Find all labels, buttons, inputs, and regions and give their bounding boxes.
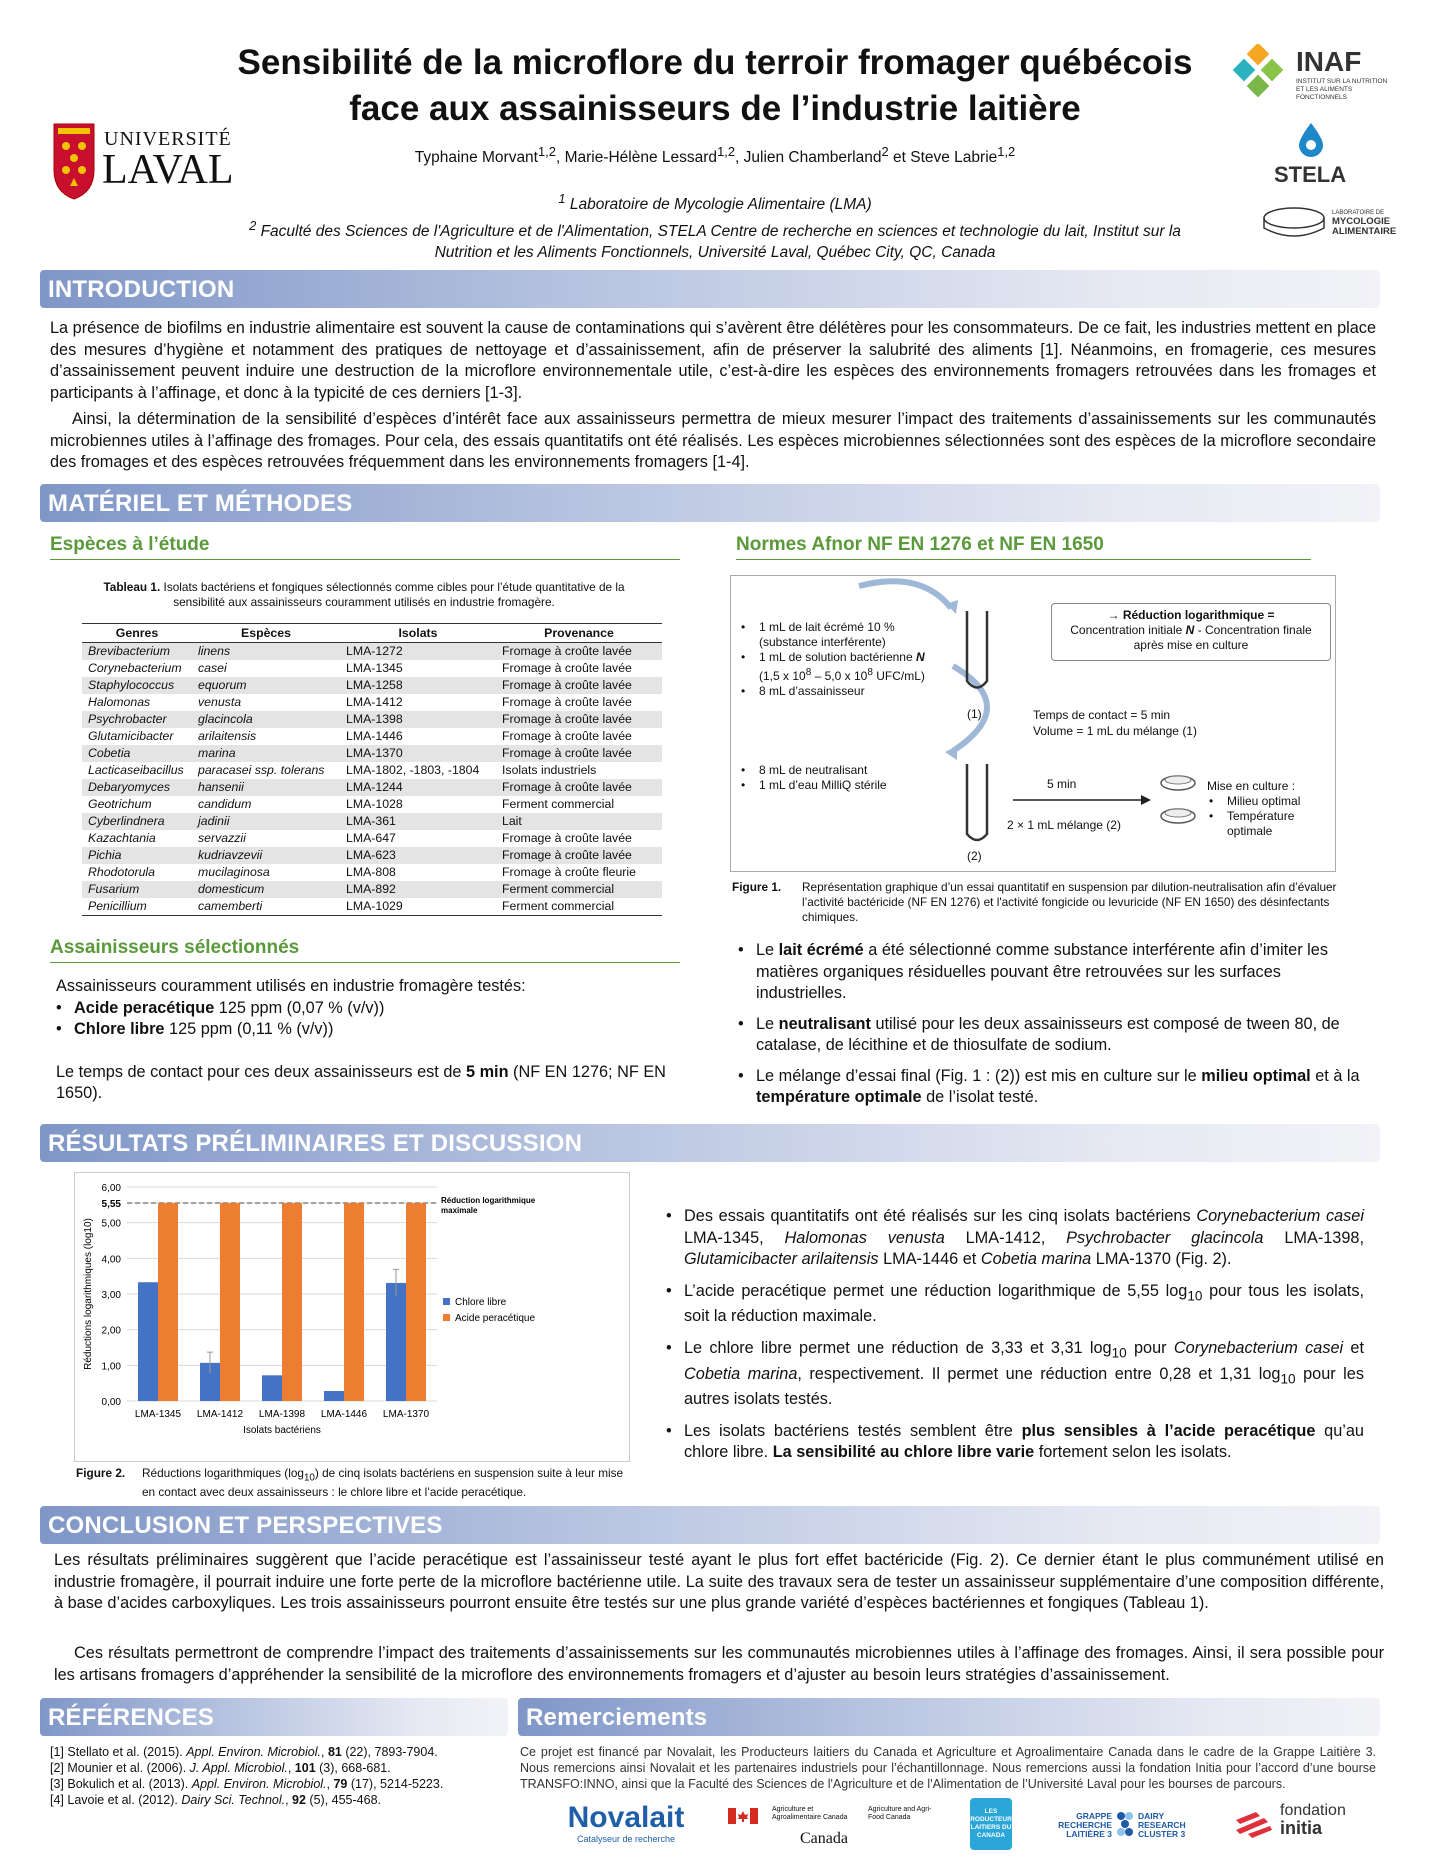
lma-logo	[1262, 204, 1412, 248]
drop-icon	[1296, 122, 1326, 158]
rb4a: Les isolats bactériens testés semblent être	[684, 1421, 1022, 1440]
reference-d: (17), 5214-5223.	[347, 1777, 444, 1791]
sanitizer-2-name: Chlore libre	[74, 1020, 165, 1038]
cell-espece: camemberti	[192, 898, 340, 916]
mb2c: utilisé pour les deux assainisseurs est composé de tween 80, de catalase, de lécithine et de thiosulfate de sodium.	[756, 1014, 1340, 1054]
reference-d: (3), 668-681.	[315, 1761, 391, 1775]
cell-espece: mucilaginosa	[198, 865, 270, 879]
cell-provenance: Ferment commercial	[496, 881, 662, 898]
references-list	[50, 1744, 510, 1808]
title-line-2: face aux assainisseurs de l’industrie laitière	[349, 89, 1081, 128]
cell-genre: Fusarium	[82, 881, 192, 898]
cell-provenance: Fromage à croûte lavée	[502, 695, 632, 709]
stela-logo	[1270, 122, 1350, 188]
methods-bullets	[738, 940, 1364, 1109]
reference-v: 101	[294, 1761, 316, 1775]
table-row	[82, 779, 662, 796]
table-header-isolats: Isolats	[340, 624, 496, 643]
reference-j: Dairy Sci. Technol.	[181, 1793, 286, 1807]
results-bullet-1: • Des essais quantitatifs ont été réalisés sur les cinq isolats bactériens Corynebacterium casei LMA-1345, Halomonas venusta LMA-1412, Psychrobacter glacincola LMA-1398, Glutamicibacter arilaitensis LMA-1446 et Cobetia marina LMA-1370 (Fig. 2).	[666, 1206, 1364, 1271]
bar-acide-peracetique	[406, 1203, 426, 1401]
cell-isolat: LMA-1446	[346, 729, 403, 743]
title-line-1: Sensibilité de la microflore du terroir fromager québécois	[237, 43, 1193, 82]
cell-isolat: LMA-1258	[340, 677, 496, 694]
cell-provenance: Fromage à croûte fleurie	[502, 865, 636, 879]
cell-genre: Cyberlindnera	[82, 813, 192, 830]
culture-conditions	[1207, 779, 1335, 839]
reference-d: (5), 455-468.	[305, 1793, 381, 1807]
box-line2-a: Concentration initiale	[1070, 623, 1186, 637]
grappe-text: GRAPPE RECHERCHE LAITIÈRE 3	[1058, 1811, 1112, 1839]
reference-item	[50, 1792, 510, 1808]
cell-isolat: LMA-1802, -1803, -1804	[346, 763, 480, 777]
laval-text-bottom: LAVAL	[102, 147, 234, 193]
y-tick-label: 3,00	[101, 1290, 121, 1301]
tube-1-label: (1)	[967, 707, 982, 721]
bar-acide-peracetique	[158, 1203, 178, 1401]
table-row	[82, 830, 662, 847]
reference-c: ,	[320, 1745, 328, 1759]
table-row	[82, 660, 662, 677]
canada-flag-icon	[728, 1808, 758, 1824]
rb4e: fortement selon les isolats.	[1034, 1443, 1232, 1462]
x-tick-label: LMA-1412	[196, 1409, 244, 1420]
cell-provenance: Ferment commercial	[496, 898, 662, 916]
novalait-logo	[556, 1802, 696, 1850]
table-row	[82, 813, 662, 830]
poster-title	[200, 40, 1230, 132]
cell-genre: Glutamicibacter	[88, 729, 174, 743]
cell-provenance: Fromage à croûte lavée	[502, 661, 632, 675]
tube2-contents	[741, 763, 951, 793]
mb2a: Le	[756, 1014, 779, 1033]
cell-provenance: Fromage à croûte lavée	[496, 711, 662, 728]
legend-label: Acide peracétique	[455, 1313, 536, 1324]
reference-a: [4] Lavoie et al. (2012).	[50, 1793, 182, 1807]
section-introduction: INTRODUCTION	[40, 270, 1380, 308]
cell-espece: servazzii	[198, 831, 246, 845]
table-caption	[84, 580, 644, 610]
section-acknowledgements: Remerciements	[518, 1698, 1380, 1736]
mb1a: Le	[756, 941, 779, 959]
cell-espece: kudriavzevii	[192, 847, 340, 864]
cell-isolat: LMA-1345	[346, 661, 403, 675]
bar-chlore-libre	[262, 1375, 282, 1401]
legend-swatch	[443, 1314, 450, 1321]
y-tick-label: 6,00	[101, 1183, 121, 1194]
table-header-row	[82, 624, 662, 643]
inaf-subtext: INSTITUT SUR LA NUTRITION ET LES ALIMENTS FONCTIONNELS	[1296, 78, 1388, 101]
contact-time-label: Temps de contact = 5 min	[1033, 708, 1171, 722]
cell-provenance: Fromage à croûte lavée	[502, 831, 632, 845]
cell-genre: Corynebacterium	[88, 661, 182, 675]
cell-genre: Pichia	[82, 847, 192, 864]
reference-v: 92	[292, 1793, 306, 1807]
table-row	[82, 864, 662, 881]
cell-isolat: LMA-1272	[340, 643, 496, 661]
intro-paragraph-2: Ainsi, la détermination de la sensibilité d’espèces d’intérêt face aux assainisseurs permettra de mieux mesurer l’impact des traitements d’assainissements sur les communautés microbiennes utiles à l’affinage des fromages. Pour cela, des essais quantitatifs ont été réalisés. Les espèces microbiennes sélectionnées sont des espèces de la microflore secondaire des fromages et des espèces retrouvées fréquemment dans les environnements fromagers [1-4].	[50, 410, 1376, 471]
culture-list	[1207, 794, 1335, 839]
cell-genre: Lacticaseibacillus	[88, 763, 184, 777]
table-header-genres: Genres	[82, 624, 192, 643]
bar-chlore-libre	[138, 1282, 158, 1401]
tube1-contents	[741, 620, 951, 699]
cell-genre: Brevibacterium	[82, 643, 192, 661]
table-caption-label: Tableau 1.	[103, 580, 161, 594]
table-row	[82, 898, 662, 916]
table-row	[82, 694, 662, 711]
reference-j: J. Appl. Microbiol.	[189, 1761, 288, 1775]
contact-conditions	[1033, 707, 1197, 739]
sanitizer-1-dose: 125 ppm (0,07 % (v/v))	[214, 998, 385, 1017]
contact-time-text	[56, 1062, 676, 1105]
cell-provenance: Fromage à croûte lavée	[496, 745, 662, 762]
initia-text-2: initia	[1280, 1818, 1323, 1838]
tube1-item-sanitizer: • 8 mL d’assainisseur	[741, 684, 951, 699]
legend-label: Chlore libre	[455, 1297, 507, 1308]
x-tick-label: LMA-1446	[320, 1409, 368, 1420]
contact-b: 5 min	[465, 1062, 509, 1081]
bar-acide-peracetique	[220, 1203, 240, 1401]
laval-text-top: UNIVERSITÉ	[104, 128, 232, 150]
conclusion-paragraph-1: Les résultats préliminaires suggèrent que l’acide peracétique est l’assainisseur testé ayant le plus fort effet bactéricide (Fig. 2). Ce dernier étant le plus communément utilisé en industrie fromagère, il pourrait induire une forte perte de la microflore bactérienne utile. La suite des travaux sera de tester un assainisseur supplémentaire d’une composition différente, à base d’acides carboxyliques. Les trois assainisseurs pourront ensuite être testés sur une plus grande variété d’espèces bactériennes et fongiques (Tableau 1).	[54, 1551, 1384, 1612]
reference-item	[50, 1744, 510, 1760]
lma-small-text: LABORATOIRE DE	[1332, 210, 1385, 216]
table-row	[82, 711, 662, 728]
results-bullet-4	[666, 1421, 1364, 1464]
cell-isolat: LMA-892	[340, 881, 496, 898]
cell-provenance: Isolats industriels	[502, 763, 597, 777]
cell-provenance: Lait	[496, 813, 662, 830]
cell-isolat: LMA-1412	[346, 695, 403, 709]
dairy-text: DAIRY RESEARCH CLUSTER 3	[1138, 1811, 1186, 1839]
reference-v: 81	[327, 1745, 342, 1759]
table-row	[82, 677, 662, 694]
figure-1-diagram	[730, 575, 1336, 872]
aac-english: Agriculture and Agri-Food Canada	[868, 1806, 932, 1821]
sanitizers-intro: Assainisseurs couramment utilisés en industrie fromagère testés:	[56, 977, 526, 995]
lma-text: MYCOLOGIE ALIMENTAIRE	[1332, 216, 1397, 237]
cell-espece: paracasei ssp. tolerans	[198, 763, 325, 777]
inaf-logo	[1232, 44, 1402, 112]
log-reduction-box	[1051, 603, 1331, 661]
section-conclusion: CONCLUSION ET PERSPECTIVES	[40, 1506, 1380, 1544]
figure-2-chart	[74, 1172, 630, 1462]
bar-acide-peracetique	[282, 1203, 302, 1401]
mb3e: de l’isolat testé.	[921, 1088, 1039, 1106]
tube1-bacteria-n: N	[916, 650, 925, 664]
cell-espece: jadinii	[192, 813, 340, 830]
table-row	[82, 762, 662, 779]
sanitizers-block	[56, 976, 676, 1105]
tube1-item-bacteria: • 1 mL de solution bactérienne N (1,5 x $10^8 - 5,0$ x $10^8$ UFC/mL)	[741, 650, 951, 684]
mb1c: a été sélectionné comme substance interférente afin d’imiter les matières organiques résiduelles pouvant être retrouvées sur les surfaces industrielles.	[756, 941, 1328, 1002]
cell-genre: Staphylococcus	[82, 677, 192, 694]
cell-genre: Rhodotorula	[88, 865, 155, 879]
x-axis-label: Isolats bactériens	[243, 1425, 321, 1436]
bar-acide-peracetique	[344, 1203, 364, 1401]
y-tick-label: 5,55	[101, 1199, 121, 1211]
table-row	[82, 847, 662, 864]
rb4d: La sensibilité au chlore libre varie	[772, 1443, 1035, 1462]
intro-paragraph-1: La présence de biofilms en industrie alimentaire est souvent la cause de contaminations qui s’avèrent être délétères pour les consommateurs. De ce fait, les industries mettent en place des mesures d’hygiène et notamment des pratiques de nettoyage et d’assainissement, afin de préserver la salubrité des aliments [1]. Néanmoins, en fromagerie, ces mesures d’assainissement peuvent induire une destruction de la microflore environnementale utile, c’est-à-dire les espèces des environnements fromagers retrouvées dans les fromages et participants à l’affinage, et donc à la typicité de ces derniers [1-3].	[50, 319, 1376, 402]
laval-shield-icon	[52, 122, 96, 200]
reference-a: [2] Mounier et al. (2006).	[50, 1761, 190, 1775]
table-header-especes: Espèces	[192, 624, 340, 643]
table-body	[82, 643, 662, 916]
reference-item	[50, 1760, 510, 1776]
y-tick-label: 5,00	[101, 1218, 121, 1230]
initia-stripes-icon	[1234, 1810, 1274, 1838]
aac-logo	[728, 1806, 938, 1850]
bar-chlore-libre	[324, 1391, 344, 1401]
cell-genre: Kazachtania	[88, 831, 156, 845]
cell-espece: glacincola	[192, 711, 340, 728]
tube2-item-water: • 1 mL d’eau MilliQ stérile	[741, 778, 951, 793]
cell-provenance: Ferment commercial	[502, 797, 615, 811]
box-line2-n: N	[1185, 623, 1195, 637]
petri-dish-icon	[1262, 204, 1326, 244]
inaf-diamond-icon	[1232, 44, 1290, 102]
mb1b: lait écrémé	[778, 941, 864, 959]
x-tick-label: LMA-1370	[382, 1409, 430, 1420]
sanitizer-item-1	[56, 998, 676, 1020]
norms-subtitle: Normes Afnor NF EN 1276 et NF EN 1650	[736, 534, 1311, 560]
cell-provenance: Fromage à croûte lavée	[496, 677, 662, 694]
cell-espece: linens	[192, 643, 340, 661]
table-row	[82, 881, 662, 898]
mb3c: et à la	[1310, 1066, 1360, 1085]
petri-dish-1-icon	[1161, 776, 1195, 790]
box-line3: après mise en culture	[1133, 638, 1249, 652]
box-line2-b: - Concentration finale	[1194, 623, 1312, 637]
cell-isolat: LMA-361	[340, 813, 496, 830]
cell-espece: hansenii	[192, 779, 340, 796]
log-reduction-title: → Réduction logarithmique =	[1107, 608, 1275, 622]
cell-provenance: Fromage à croûte lavée	[496, 779, 662, 796]
table-row	[82, 643, 662, 661]
methods-bullet-2	[738, 1014, 1364, 1057]
x-tick-label: LMA-1398	[258, 1409, 306, 1420]
petri-dish-2-icon	[1161, 809, 1195, 823]
methods-bullet-3	[738, 1066, 1364, 1109]
cell-isolat: LMA-1028	[346, 797, 403, 811]
species-table	[82, 623, 662, 916]
results-bullet-2: • L’acide peracétique permet une réduction logarithmique de 5,55 $\log_{10}$ pour tous les isolats, soit la réduction maximale.	[666, 1281, 1364, 1328]
mb3a: Le mélange d’essai final (Fig. 1 : (2)) est mis en culture sur le	[756, 1066, 1202, 1085]
cell-genre: Geotrichum	[88, 797, 152, 811]
sanitizers-list	[56, 998, 676, 1041]
reference-c: ,	[287, 1761, 295, 1775]
stela-text: STELA	[1274, 162, 1347, 187]
results-bullets	[666, 1206, 1364, 1464]
laval-logo	[52, 122, 242, 202]
arrow-top-label: 5 min	[1047, 777, 1077, 791]
culture-medium: • Milieu optimal	[1209, 794, 1335, 809]
culture-label: Mise en culture :	[1207, 779, 1296, 793]
legend-swatch	[443, 1298, 450, 1305]
reference-v: 79	[333, 1777, 348, 1791]
cell-espece: domesticum	[192, 881, 340, 898]
rb4c: qu’au chlore libre.	[684, 1421, 1364, 1462]
sanitizers-subtitle: Assainisseurs sélectionnés	[50, 937, 680, 963]
mb3b: milieu optimal	[1201, 1066, 1311, 1085]
reference-a: [1] Stellato et al. (2015).	[50, 1745, 187, 1759]
cell-genre: Penicillium	[82, 898, 192, 916]
ref-line-label: Réduction logarithmique maximale	[441, 1196, 536, 1216]
cell-genre: Debaryomyces	[82, 779, 192, 796]
y-tick-label: 4,00	[101, 1254, 121, 1266]
tube1-item-milk: • 1 mL de lait écrémé 10 % (substance interférente)	[741, 620, 951, 650]
cluster-icon	[1116, 1811, 1134, 1839]
reference-d: (22), 7893-7904.	[341, 1745, 438, 1759]
cell-espece: candidum	[198, 797, 252, 811]
cell-genre: Halomonas	[88, 695, 151, 709]
table-header-provenance: Provenance	[496, 624, 662, 643]
y-tick-label: 2,00	[101, 1325, 121, 1337]
table-row	[82, 745, 662, 762]
mb3d: température optimale	[756, 1088, 922, 1106]
inaf-text: INAF	[1296, 46, 1362, 77]
y-axis-label: Réductions logarithmiques (log10)	[83, 1218, 94, 1370]
figure-2-caption	[76, 1466, 636, 1500]
methods-bullet-1	[738, 940, 1364, 1005]
reference-c: ,	[285, 1793, 293, 1807]
results-bullet-3: • Le chlore libre permet une réduction de 3,33 et 3,31 $\log_{10}$ pour Corynebacterium casei et Cobetia marina, respectivement. Il permet une réduction entre 0,28 et 1,31 $\log_{10}$ pour les autres isolats testés.	[666, 1338, 1364, 1411]
sanitizer-2-dose: 125 ppm (0,11 % (v/v))	[164, 1020, 334, 1038]
plc-logo: LES PRODUCTEURS LAITIERS DU CANADA	[970, 1798, 1012, 1850]
sanitizer-1-name: Acide peracétique	[74, 998, 215, 1017]
novalait-subtext: Catalyseur de recherche	[576, 1834, 676, 1844]
tube2-item-neutralizer: • 8 mL de neutralisant	[741, 763, 951, 778]
cell-isolat: LMA-808	[346, 865, 396, 879]
cell-provenance: Fromage à croûte lavée	[502, 729, 632, 743]
section-references: RÉFÉRENCES	[40, 1698, 508, 1736]
affiliation-1: $^1$ Laboratoire de Mycologie Alimentaire (LMA)	[558, 191, 872, 214]
grappe-logo	[1050, 1810, 1192, 1844]
arrow-bottom-label: 2 × 1 mL mélange (2)	[1007, 818, 1121, 832]
figure-1-caption	[732, 880, 1338, 925]
y-tick-label: 1,00	[101, 1361, 121, 1373]
cell-espece: marina	[192, 745, 340, 762]
cell-isolat: LMA-1398	[340, 711, 496, 728]
acknowledgements-text: Ce projet est financé par Novalait, les Producteurs laitiers du Canada et Agriculture et Agroalimentaire Canada dans le cadre de la Grappe Laitière 3. Nous remercions ainsi Novalait et les partenaires industriels pour l’échantillonnage. Nous remercions aussi la fondation Initia pour l’accord d’une bourse TRANSFO:INNO, ainsi que la Faculté des Sciences de l'Agriculture et de l'Alimentation de l’Université Laval pour les bourses de parcours.	[520, 1745, 1376, 1791]
mb2b: neutralisant	[778, 1014, 871, 1033]
reference-j: Appl. Environ. Microbiol.	[191, 1777, 327, 1791]
cell-isolat: LMA-1370	[340, 745, 496, 762]
cell-espece: arilaitensis	[198, 729, 257, 743]
culture-temperature: • Température optimale	[1209, 809, 1335, 839]
table-caption-text: Isolats bactériens et fongiques sélectionnés comme cibles pour l’étude quantitative de la sensibilité aux assainisseurs couramment utilisés en industrie fromagère.	[163, 580, 625, 609]
bar-chlore-libre	[386, 1283, 406, 1401]
affiliations	[230, 188, 1200, 263]
sanitizer-item-2	[56, 1019, 676, 1041]
conclusion-paragraph-2: Ces résultats permettront de comprendre l’impact des traitements d’assainissements sur les communautés microbiennes utiles à l’affinage des fromages. Ainsi, il sera possible pour les artisans fromagers d’appréhender la sensibilité de la microflore des environnements fromagers et d’ajuster au besoin leurs stratégies d’assainissement.	[54, 1644, 1384, 1684]
cell-isolat: LMA-647	[346, 831, 396, 845]
cell-genre: Psychrobacter	[82, 711, 192, 728]
cell-genre: Cobetia	[82, 745, 192, 762]
figure-1-label: Figure 1.	[732, 880, 782, 894]
cell-isolat: LMA-1244	[340, 779, 496, 796]
reference-c: ,	[326, 1777, 334, 1791]
aac-french: Agriculture et Agroalimentaire Canada	[772, 1806, 848, 1821]
cell-espece: venusta	[198, 695, 242, 709]
bar-chart	[75, 1173, 631, 1463]
initia-logo	[1234, 1802, 1364, 1842]
cell-provenance: Fromage à croûte lavée	[496, 847, 662, 864]
cell-provenance: Fromage à croûte lavée	[496, 643, 662, 661]
cell-espece: equorum	[192, 677, 340, 694]
figure-2-label: Figure 2.	[76, 1466, 126, 1480]
affiliation-2: $^2$ Faculté des Sciences de l'Agriculture et de l'Alimentation, STELA Centre de recherche en sciences et technologie du lait, Institut sur la Nutrition et les Aliments Fonctionnels, Université Laval, Québec City, QC, Canada	[249, 218, 1181, 262]
authors: Typhaine Morvant$^{1,2}$, Marie-Hélène Lessard$^{1,2}$, Julien Chamberland$^2$ et Steve Labrie$^{1,2}$	[414, 144, 1016, 167]
tube-2-label: (2)	[967, 849, 982, 863]
figure-1-text: Représentation graphique d’un essai quantitatif en suspension par dilution-neutralisation afin d’évaluer l’activité bactéricide (NF EN 1276) et l'activité fongicide ou levuricide (NF EN 1650) des désinfectants chimiques.	[802, 880, 1337, 924]
tube1-bacteria-a: 1 mL de solution bactérienne	[759, 650, 916, 664]
table-row	[82, 728, 662, 745]
reference-a: [3] Bokulich et al. (2013).	[50, 1777, 192, 1791]
cell-espece: casei	[198, 661, 227, 675]
reference-item	[50, 1776, 510, 1792]
contact-volume-label: Volume = 1 mL du mélange (1)	[1033, 724, 1197, 738]
section-results: RÉSULTATS PRÉLIMINAIRES ET DISCUSSION	[40, 1124, 1380, 1162]
rb4b: plus sensibles à l’acide peracétique	[1021, 1421, 1316, 1440]
reference-j: Appl. Environ. Microbiol.	[186, 1745, 321, 1759]
cell-isolat: LMA-1029	[340, 898, 496, 916]
section-methods: MATÉRIEL ET MÉTHODES	[40, 484, 1380, 522]
species-subtitle: Espèces à l’étude	[50, 534, 680, 560]
table-row	[82, 796, 662, 813]
cell-isolat: LMA-623	[340, 847, 496, 864]
contact-a: Le temps de contact pour ces deux assainisseurs est de	[56, 1062, 466, 1081]
novalait-text: Novalait	[567, 1801, 685, 1834]
contact-c: (NF EN 1276; NF EN 1650).	[56, 1062, 666, 1102]
figure-2-text: Réductions logarithmiques $(\log_{10})$ de cinq isolats bactériens en suspension suite à leur mise en contact avec deux assainisseurs : le chlore libre et l’acide peracétique.	[142, 1466, 624, 1500]
canada-wordmark: Canada	[800, 1830, 848, 1847]
x-tick-label: LMA-1345	[134, 1409, 182, 1420]
y-tick-label: 0,00	[101, 1397, 121, 1408]
initia-text-1: fondation	[1280, 1802, 1346, 1819]
